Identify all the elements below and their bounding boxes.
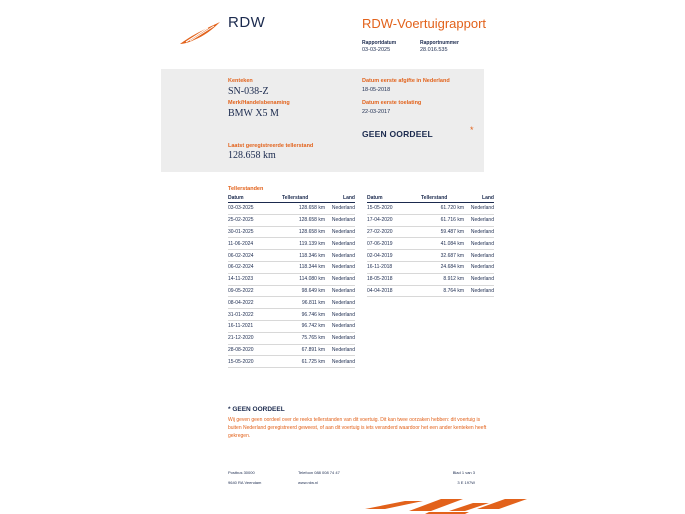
- cell-date: 14-11-2023: [228, 273, 274, 285]
- cell-country: Nederland: [331, 261, 355, 273]
- cell-reading: 128.658 km: [274, 226, 331, 238]
- table-header-row: [367, 194, 494, 203]
- table-row: [367, 250, 494, 262]
- cell-date: 31-01-2022: [228, 309, 274, 321]
- footer-code: 3 E 197W: [457, 480, 475, 485]
- odometer-value: 128.658 km: [228, 150, 276, 161]
- cell-country: Nederland: [331, 214, 355, 226]
- table-row: [228, 261, 355, 273]
- table-row: [367, 238, 494, 250]
- cell-reading: 61.725 km: [274, 356, 331, 368]
- cell-reading: 114.080 km: [274, 273, 331, 285]
- report-number-value: 28.016.535: [420, 47, 448, 53]
- first-admit-label: Datum eerste toelating: [362, 100, 422, 106]
- plate-value: SN-038-Z: [228, 86, 269, 97]
- table-row: [228, 273, 355, 285]
- cell-date: 02-04-2019: [367, 250, 413, 262]
- cell-date: 30-01-2025: [228, 226, 274, 238]
- cell-date: 18-05-2018: [367, 273, 413, 285]
- table-row: [228, 332, 355, 344]
- column-header-country: Land: [331, 194, 355, 203]
- cell-country: Nederland: [470, 226, 494, 238]
- odometer-label: Laatst geregistreerde tellerstand: [228, 143, 314, 149]
- footer-phone: Telefoon 088 008 74 47: [298, 470, 340, 475]
- odometer-table-left: [228, 194, 355, 368]
- cell-date: 11-06-2024: [228, 238, 274, 250]
- verdict-text: GEEN OORDEEL: [362, 129, 433, 139]
- table-row: [367, 285, 494, 297]
- first-nl-value: 18-05-2018: [362, 87, 391, 93]
- cell-reading: 59.487 km: [413, 226, 470, 238]
- cell-reading: 119.139 km: [274, 238, 331, 250]
- odometer-table-right: [367, 194, 494, 297]
- cell-country: Nederland: [331, 273, 355, 285]
- cell-date: 06-02-2024: [228, 261, 274, 273]
- cell-reading: 96.811 km: [274, 297, 331, 309]
- cell-date: 08-04-2022: [228, 297, 274, 309]
- cell-country: Nederland: [470, 273, 494, 285]
- table-row: [367, 214, 494, 226]
- cell-country: Nederland: [331, 320, 355, 332]
- column-header-reading: Tellerstand: [413, 194, 470, 203]
- first-nl-label: Datum eerste afgifte in Nederland: [362, 78, 450, 84]
- table-row: [228, 309, 355, 321]
- note-body: Wij geven geen oordeel over de reeks tellerstanden van dit voertuig. Dit kan twee oorzaken hebben: dit voertuig is buiten Nederland geregistreerd geweest, of aan dit voertuig is iets veranderd waardoor het een ander kenteken heeft gekregen.: [228, 417, 487, 439]
- cell-date: 21-12-2020: [228, 332, 274, 344]
- cell-date: 03-03-2025: [228, 203, 274, 215]
- table-row: [367, 226, 494, 238]
- cell-reading: 128.658 km: [274, 203, 331, 215]
- cell-reading: 98.649 km: [274, 285, 331, 297]
- cell-country: Nederland: [331, 344, 355, 356]
- table-row: [228, 285, 355, 297]
- cell-country: Nederland: [331, 309, 355, 321]
- table-row: [367, 261, 494, 273]
- cell-reading: 8.912 km: [413, 273, 470, 285]
- table-row: [228, 238, 355, 250]
- column-header-reading: Tellerstand: [274, 194, 331, 203]
- report-number-label: Rapportnummer: [420, 40, 459, 46]
- vehicle-panel: [161, 69, 484, 172]
- column-header-country: Land: [470, 194, 494, 203]
- cell-date: 28-08-2020: [228, 344, 274, 356]
- table-row: [228, 203, 355, 215]
- cell-country: Nederland: [470, 285, 494, 297]
- cell-date: 15-05-2020: [228, 356, 274, 368]
- cell-reading: 96.742 km: [274, 320, 331, 332]
- cell-country: Nederland: [331, 356, 355, 368]
- plate-label: Kenteken: [228, 78, 253, 84]
- cell-date: 27-02-2020: [367, 226, 413, 238]
- cell-country: Nederland: [331, 203, 355, 215]
- cell-date: 25-02-2025: [228, 214, 274, 226]
- column-header-date: Datum: [228, 194, 274, 203]
- cell-reading: 41.084 km: [413, 238, 470, 250]
- model-value: BMW X5 M: [228, 108, 279, 119]
- table-row: [228, 356, 355, 368]
- cell-date: 04-04-2018: [367, 285, 413, 297]
- first-admit-value: 22-03-2017: [362, 109, 391, 115]
- footer-postbus: Postbus 30000: [228, 470, 255, 475]
- footer-city: 9640 RA Veendam: [228, 480, 262, 485]
- cell-date: 16-11-2018: [367, 261, 413, 273]
- cell-country: Nederland: [331, 285, 355, 297]
- table-row: [367, 273, 494, 285]
- footer-website[interactable]: www.rdw.nl: [298, 480, 319, 485]
- table-row: [228, 250, 355, 262]
- footer-page: Blad 1 van 3: [452, 470, 475, 475]
- table-row: [228, 226, 355, 238]
- rdw-logo-icon: [178, 20, 222, 46]
- cell-country: Nederland: [470, 203, 494, 215]
- cell-reading: 96.746 km: [274, 309, 331, 321]
- cell-date: 17-04-2020: [367, 214, 413, 226]
- cell-country: Nederland: [331, 238, 355, 250]
- cell-date: 15-05-2020: [367, 203, 413, 215]
- cell-date: 09-05-2022: [228, 285, 274, 297]
- decorative-stripes-icon: [365, 497, 530, 514]
- cell-reading: 118.344 km: [274, 261, 331, 273]
- cell-reading: 24.684 km: [413, 261, 470, 273]
- cell-country: Nederland: [470, 214, 494, 226]
- odometer-section-title: Tellerstanden: [228, 186, 264, 192]
- cell-date: 06-02-2024: [228, 250, 274, 262]
- cell-country: Nederland: [331, 332, 355, 344]
- table-header-row: [228, 194, 355, 203]
- column-header-date: Datum: [367, 194, 413, 203]
- cell-reading: 8.764 km: [413, 285, 470, 297]
- verdict-asterisk: *: [470, 125, 474, 135]
- cell-date: 07-06-2019: [367, 238, 413, 250]
- table-row: [228, 214, 355, 226]
- cell-reading: 67.891 km: [274, 344, 331, 356]
- report-date-label: Rapportdatum: [362, 40, 397, 46]
- logo-text: RDW: [228, 14, 266, 31]
- cell-country: Nederland: [331, 250, 355, 262]
- cell-reading: 61.720 km: [413, 203, 470, 215]
- cell-country: Nederland: [331, 297, 355, 309]
- report-title: RDW-Voertuigrapport: [362, 16, 487, 31]
- cell-reading: 75.765 km: [274, 332, 331, 344]
- cell-country: Nederland: [331, 226, 355, 238]
- cell-date: 16-11-2021: [228, 320, 274, 332]
- cell-reading: 118.346 km: [274, 250, 331, 262]
- cell-reading: 128.658 km: [274, 214, 331, 226]
- cell-country: Nederland: [470, 250, 494, 262]
- table-row: [228, 344, 355, 356]
- cell-country: Nederland: [470, 238, 494, 250]
- table-row: [367, 203, 494, 215]
- note-title: * GEEN OORDEEL: [228, 406, 285, 413]
- model-label: Merk/Handelsbenaming: [228, 100, 290, 106]
- cell-country: Nederland: [470, 261, 494, 273]
- table-row: [228, 297, 355, 309]
- cell-reading: 61.716 km: [413, 214, 470, 226]
- cell-reading: 32.687 km: [413, 250, 470, 262]
- table-row: [228, 320, 355, 332]
- report-date-value: 03-03-2025: [362, 47, 391, 53]
